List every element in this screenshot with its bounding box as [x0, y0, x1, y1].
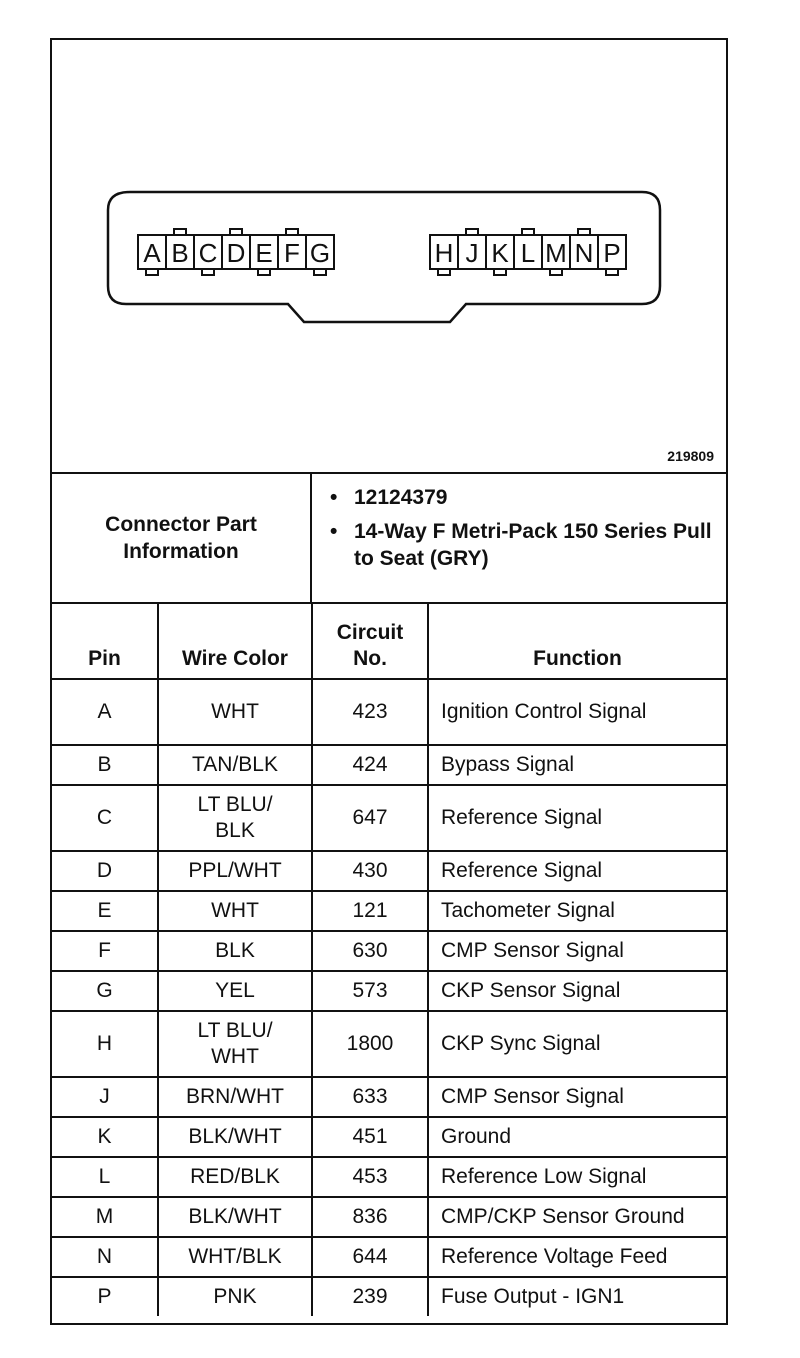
- wire-color-cell: RED/BLK: [158, 1157, 312, 1197]
- table-row: [52, 931, 726, 971]
- function-cell: Ground: [428, 1117, 726, 1157]
- connector-pin-tab: [314, 269, 326, 275]
- circuit-cell: 1800: [312, 1011, 428, 1077]
- circuit-cell: 630: [312, 931, 428, 971]
- pin-cell: K: [52, 1117, 158, 1157]
- connector-pin-label: A: [143, 238, 161, 268]
- connector-pin-tab: [466, 229, 478, 235]
- connector-pin-tab: [438, 269, 450, 275]
- connector-pin-label: B: [171, 238, 189, 268]
- circuit-cell: 239: [312, 1277, 428, 1316]
- wire-color-cell: WHT/BLK: [158, 1237, 312, 1277]
- connector-description: • 14-Way F Metri-Pack 150 Series Pull to Seat (GRY): [354, 518, 716, 572]
- pin-row-right: [430, 229, 626, 275]
- pin-row-left: [138, 229, 334, 275]
- connector-pin-e: [250, 235, 278, 275]
- table-row: [52, 1157, 726, 1197]
- connector-pin-g: [306, 235, 334, 275]
- connector-pin-tab: [494, 269, 506, 275]
- pin-cell: N: [52, 1237, 158, 1277]
- header-circuit: Circuit No.: [312, 604, 428, 679]
- wire-color-cell: PPL/WHT: [158, 851, 312, 891]
- table-row: [52, 785, 726, 851]
- connector-pin-b: [166, 229, 194, 269]
- connector-part-info: [52, 474, 726, 604]
- function-cell: Ignition Control Signal: [428, 679, 726, 745]
- connector-pin-label: L: [520, 238, 536, 268]
- function-cell: CMP/CKP Sensor Ground: [428, 1197, 726, 1237]
- connector-pin-a: [138, 235, 166, 275]
- connector-pin-tab: [522, 229, 534, 235]
- circuit-cell: 836: [312, 1197, 428, 1237]
- circuit-cell: 453: [312, 1157, 428, 1197]
- connector-pin-m: [542, 235, 570, 275]
- circuit-cell: 573: [312, 971, 428, 1011]
- wire-color-cell: BLK/WHT: [158, 1197, 312, 1237]
- connector-info-list: [312, 474, 726, 602]
- pin-cell: B: [52, 745, 158, 785]
- header-wire-color: Wire Color: [158, 604, 312, 679]
- table-row: [52, 1197, 726, 1237]
- wire-color-cell: WHT: [158, 679, 312, 745]
- table-header-row: [52, 604, 726, 679]
- function-cell: Bypass Signal: [428, 745, 726, 785]
- function-cell: Tachometer Signal: [428, 891, 726, 931]
- circuit-cell: 430: [312, 851, 428, 891]
- function-cell: CKP Sensor Signal: [428, 971, 726, 1011]
- connector-pin-label: F: [284, 238, 300, 268]
- function-cell: Reference Voltage Feed: [428, 1237, 726, 1277]
- connector-pin-tab: [606, 269, 618, 275]
- circuit-cell: 424: [312, 745, 428, 785]
- table-row: [52, 891, 726, 931]
- function-cell: CMP Sensor Signal: [428, 1077, 726, 1117]
- connector-info-label: Connector Part Information: [52, 474, 312, 602]
- wire-color-cell: WHT: [158, 891, 312, 931]
- figure-id: 219809: [667, 448, 714, 464]
- table-row: [52, 679, 726, 745]
- connector-pin-label: M: [545, 238, 567, 268]
- table-row: [52, 1277, 726, 1316]
- circuit-cell: 644: [312, 1237, 428, 1277]
- connector-pin-n: [570, 229, 598, 269]
- circuit-cell: 121: [312, 891, 428, 931]
- wire-color-cell: BRN/WHT: [158, 1077, 312, 1117]
- header-pin: Pin: [52, 604, 158, 679]
- pin-cell: L: [52, 1157, 158, 1197]
- connector-pin-label: N: [574, 238, 594, 268]
- wire-color-cell: BLK: [158, 931, 312, 971]
- circuit-cell: 633: [312, 1077, 428, 1117]
- table-row: [52, 971, 726, 1011]
- wire-color-cell: PNK: [158, 1277, 312, 1316]
- pin-cell: D: [52, 851, 158, 891]
- pin-cell: H: [52, 1011, 158, 1077]
- connector-sheet: [50, 38, 728, 1325]
- function-cell: Reference Low Signal: [428, 1157, 726, 1197]
- circuit-cell: 423: [312, 679, 428, 745]
- connector-pin-k: [486, 235, 514, 275]
- pin-cell: J: [52, 1077, 158, 1117]
- wire-color-cell: LT BLU/ BLK: [158, 785, 312, 851]
- connector-pin-label: K: [491, 238, 509, 268]
- wire-color-cell: TAN/BLK: [158, 745, 312, 785]
- connector-pin-h: [430, 235, 458, 275]
- function-cell: CKP Sync Signal: [428, 1011, 726, 1077]
- connector-figure: [52, 40, 726, 474]
- connector-pin-tab: [146, 269, 158, 275]
- connector-pin-tab: [230, 229, 242, 235]
- table-row: [52, 851, 726, 891]
- connector-pin-label: C: [198, 238, 218, 268]
- connector-pin-p: [598, 235, 626, 275]
- pin-cell: G: [52, 971, 158, 1011]
- connector-pin-label: P: [603, 238, 621, 268]
- function-cell: Reference Signal: [428, 785, 726, 851]
- connector-pin-tab: [258, 269, 270, 275]
- connector-pin-tab: [578, 229, 590, 235]
- connector-pin-label: D: [226, 238, 246, 268]
- pin-cell: A: [52, 679, 158, 745]
- connector-pin-tab: [174, 229, 186, 235]
- connector-pin-tab: [202, 269, 214, 275]
- table-row: [52, 1077, 726, 1117]
- connector-drawing: [52, 40, 726, 470]
- connector-pin-tab: [550, 269, 562, 275]
- table-row: [52, 1237, 726, 1277]
- connector-pin-tab: [286, 229, 298, 235]
- pin-cell: F: [52, 931, 158, 971]
- pinout-table-body: [52, 679, 726, 1316]
- pin-cell: E: [52, 891, 158, 931]
- connector-pin-j: [458, 229, 486, 269]
- connector-pin-f: [278, 229, 306, 269]
- circuit-cell: 647: [312, 785, 428, 851]
- function-cell: Reference Signal: [428, 851, 726, 891]
- pinout-table: [52, 604, 726, 1316]
- connector-pin-d: [222, 229, 250, 269]
- connector-pin-label: H: [434, 238, 454, 268]
- table-row: [52, 1011, 726, 1077]
- function-cell: CMP Sensor Signal: [428, 931, 726, 971]
- table-row: [52, 745, 726, 785]
- circuit-cell: 451: [312, 1117, 428, 1157]
- connector-pin-l: [514, 229, 542, 269]
- connector-pin-label: J: [465, 238, 479, 268]
- connector-part-number: • 12124379: [354, 484, 716, 511]
- pin-cell: C: [52, 785, 158, 851]
- wire-color-cell: BLK/WHT: [158, 1117, 312, 1157]
- pin-cell: M: [52, 1197, 158, 1237]
- connector-pin-label: E: [255, 238, 273, 268]
- header-function: Function: [428, 604, 726, 679]
- wire-color-cell: LT BLU/ WHT: [158, 1011, 312, 1077]
- function-cell: Fuse Output - IGN1: [428, 1277, 726, 1316]
- wire-color-cell: YEL: [158, 971, 312, 1011]
- pin-cell: P: [52, 1277, 158, 1316]
- connector-pin-c: [194, 235, 222, 275]
- table-row: [52, 1117, 726, 1157]
- connector-pin-label: G: [309, 238, 331, 268]
